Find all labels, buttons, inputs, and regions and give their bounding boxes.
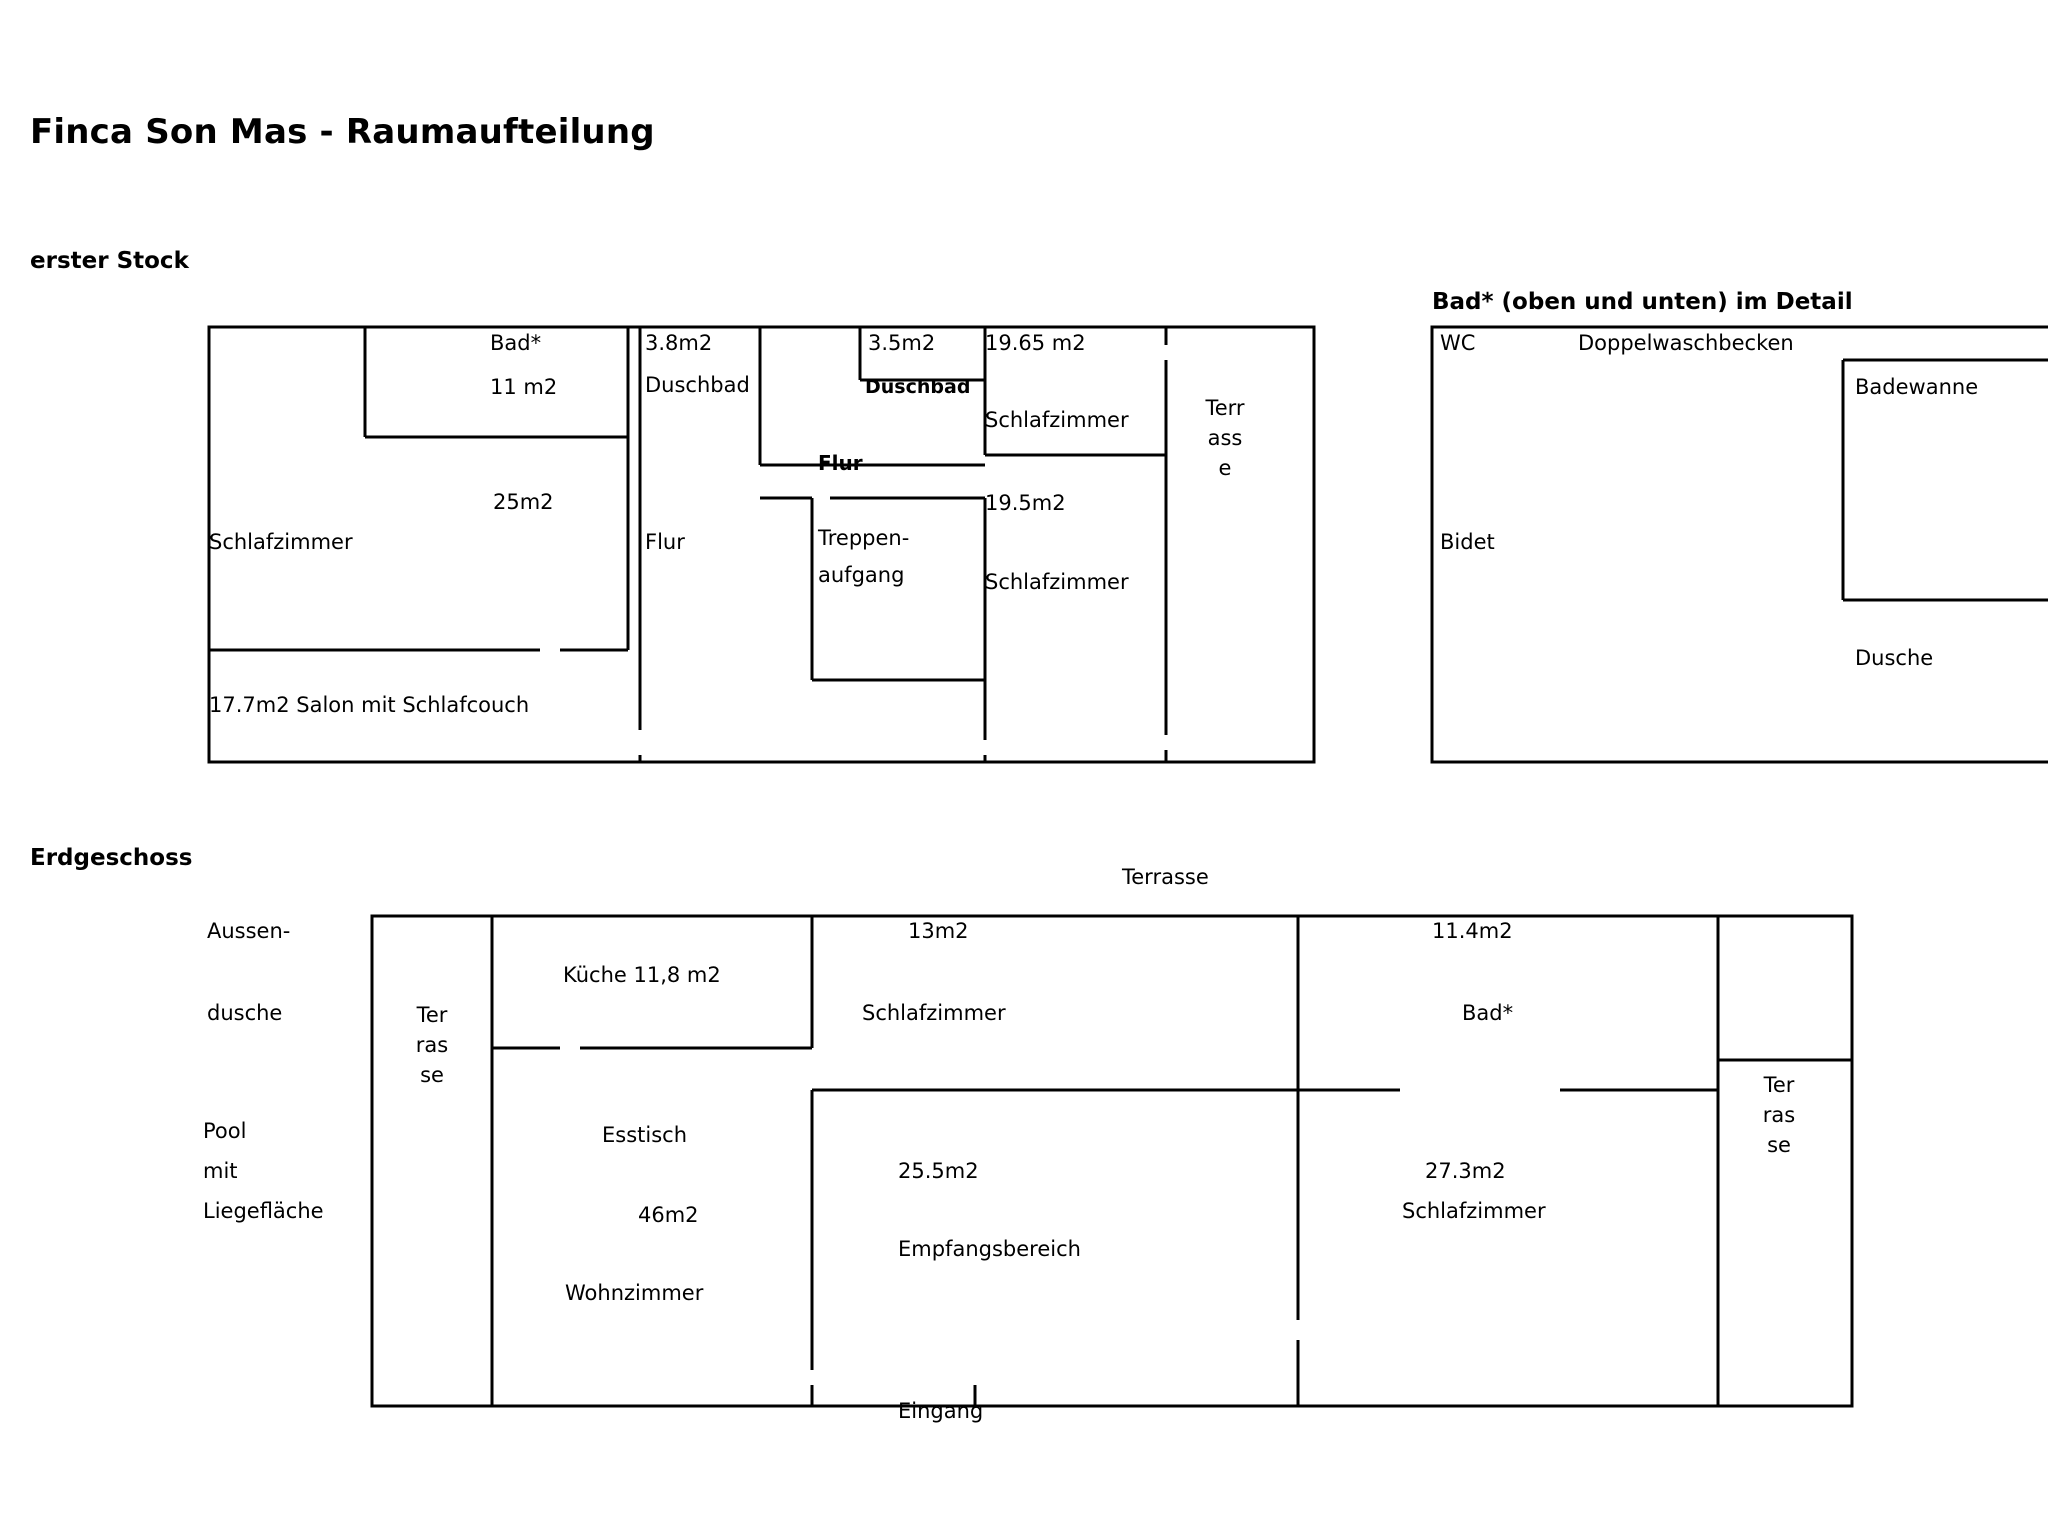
bath-label-badewanne: Badewanne	[1855, 375, 1979, 399]
room-label-schlafzimmer-links-name: Schlafzimmer	[209, 530, 353, 554]
ground-label-bad-unten-name: Bad*	[1462, 1001, 1514, 1025]
room-label-duschbad-1-name: Duschbad	[645, 373, 750, 397]
ground-label-terrasse-left: Terrasse	[415, 1003, 449, 1087]
page-title: Finca Son Mas - Raumaufteilung	[30, 112, 655, 152]
room-label-duschbad-1-area: 3.8m2	[645, 331, 713, 355]
ground-label-kueche: Küche 11,8 m2	[563, 963, 721, 987]
room-label-flur-1: Flur	[645, 530, 685, 554]
room-label-terrasse-oben: Terrasse	[1205, 396, 1245, 480]
bath-label-doppelwaschbecken: Doppelwaschbecken	[1578, 331, 1794, 355]
room-label-schlafzimmer-ur-name: Schlafzimmer	[985, 570, 1129, 594]
room-label-schlafzimmer-links-area: 25m2	[493, 490, 554, 514]
bath-label-bidet: Bidet	[1440, 530, 1495, 554]
ground-label-pool-line1: Pool	[203, 1119, 247, 1143]
ground-label-bad-unten-area: 11.4m2	[1432, 919, 1513, 943]
room-label-bad-oben-name: Bad*	[490, 331, 542, 355]
section-label-upper-floor: erster Stock	[30, 248, 189, 274]
room-label-salon: 17.7m2 Salon mit Schlafcouch	[209, 693, 530, 717]
room-label-flur-2: Flur	[818, 451, 863, 475]
bath-label-dusche: Dusche	[1855, 646, 1934, 670]
section-label-ground-floor: Erdgeschoss	[30, 845, 193, 871]
room-label-treppenaufgang-line2: aufgang	[818, 563, 905, 587]
ground-label-empfangsbereich-name: Empfangsbereich	[898, 1237, 1081, 1261]
room-label-treppenaufgang-line1: Treppen-	[818, 526, 910, 550]
room-label-duschbad-2-area: 3.5m2	[868, 331, 936, 355]
ground-label-schlafzimmer-rechts-area: 27.3m2	[1425, 1159, 1506, 1183]
room-label-duschbad-2-name: Duschbad	[865, 376, 971, 398]
ground-label-esstisch: Esstisch	[602, 1123, 688, 1147]
ground-label-wohnzimmer-name: Wohnzimmer	[565, 1281, 704, 1305]
room-label-schlafzimmer-or-name: Schlafzimmer	[985, 408, 1129, 432]
room-label-schlafzimmer-ur-area: 19.5m2	[985, 491, 1066, 515]
ground-label-aussendusche-line2: dusche	[207, 1001, 283, 1025]
ground-label-aussendusche-line1: Aussen-	[207, 919, 291, 943]
room-label-schlafzimmer-or-area: 19.65 m2	[985, 331, 1086, 355]
room-label-bad-oben-area: 11 m2	[490, 375, 558, 399]
ground-label-schlafzimmer-mitte-area: 13m2	[908, 919, 969, 943]
ground-label-wohnzimmer-area: 46m2	[638, 1203, 699, 1227]
ground-label-terrasse-right: Terrasse	[1762, 1073, 1796, 1157]
ground-label-eingang: Eingang	[898, 1399, 984, 1423]
ground-label-pool-line2: mit	[203, 1159, 238, 1183]
ground-label-schlafzimmer-rechts-name: Schlafzimmer	[1402, 1199, 1546, 1223]
bath-label-wc: WC	[1440, 331, 1476, 355]
ground-label-schlafzimmer-mitte-name: Schlafzimmer	[862, 1001, 1006, 1025]
ground-label-empfangsbereich-area: 25.5m2	[898, 1159, 979, 1183]
ground-label-pool-line3: Liegefläche	[203, 1199, 324, 1223]
section-label-bath-detail: Bad* (oben und unten) im Detail	[1432, 289, 1853, 315]
ground-label-terrasse-top: Terrasse	[1122, 865, 1209, 889]
